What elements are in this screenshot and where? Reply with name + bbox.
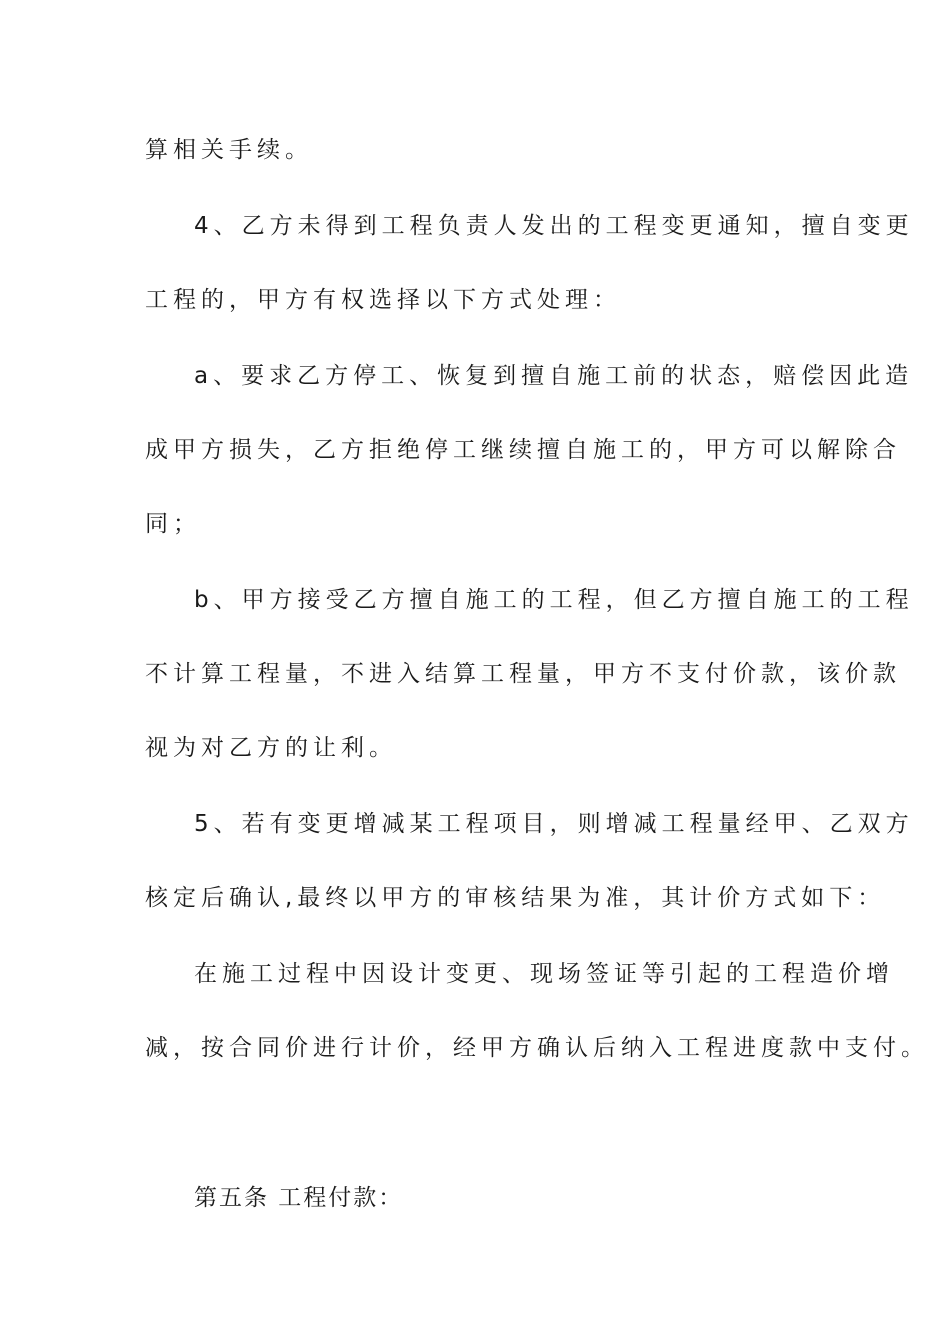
paragraph-line-continuation: 算相关手续。 — [145, 137, 313, 163]
item-a-line-3: 同； — [145, 511, 201, 537]
item-a-line-2: 成甲方损失，乙方拒绝停工继续擅自施工的，甲方可以解除合 — [145, 437, 901, 463]
clause-4-line-1: 4、乙方未得到工程负责人发出的工程变更通知，擅自变更 — [194, 213, 914, 239]
item-b-line-3: 视为对乙方的让利。 — [145, 735, 397, 761]
pricing-line-1: 在施工过程中因设计变更、现场签证等引起的工程造价增 — [194, 961, 894, 987]
item-a-line-1: a、要求乙方停工、恢复到擅自施工前的状态，赔偿因此造 — [194, 363, 914, 389]
article-5-heading: 第五条 工程付款： — [194, 1185, 404, 1211]
item-b-line-1: b、甲方接受乙方擅自施工的工程，但乙方擅自施工的工程 — [194, 587, 914, 613]
item-b-line-2: 不计算工程量，不进入结算工程量，甲方不支付价款，该价款 — [145, 661, 901, 687]
pricing-line-2: 减，按合同价进行计价，经甲方确认后纳入工程进度款中支付。 — [145, 1035, 929, 1061]
clause-4-line-2: 工程的，甲方有权选择以下方式处理： — [145, 287, 621, 313]
clause-5-line-1: 5、若有变更增减某工程项目，则增减工程量经甲、乙双方 — [194, 811, 914, 837]
clause-5-line-2: 核定后确认,最终以甲方的审核结果为准，其计价方式如下： — [145, 885, 886, 911]
